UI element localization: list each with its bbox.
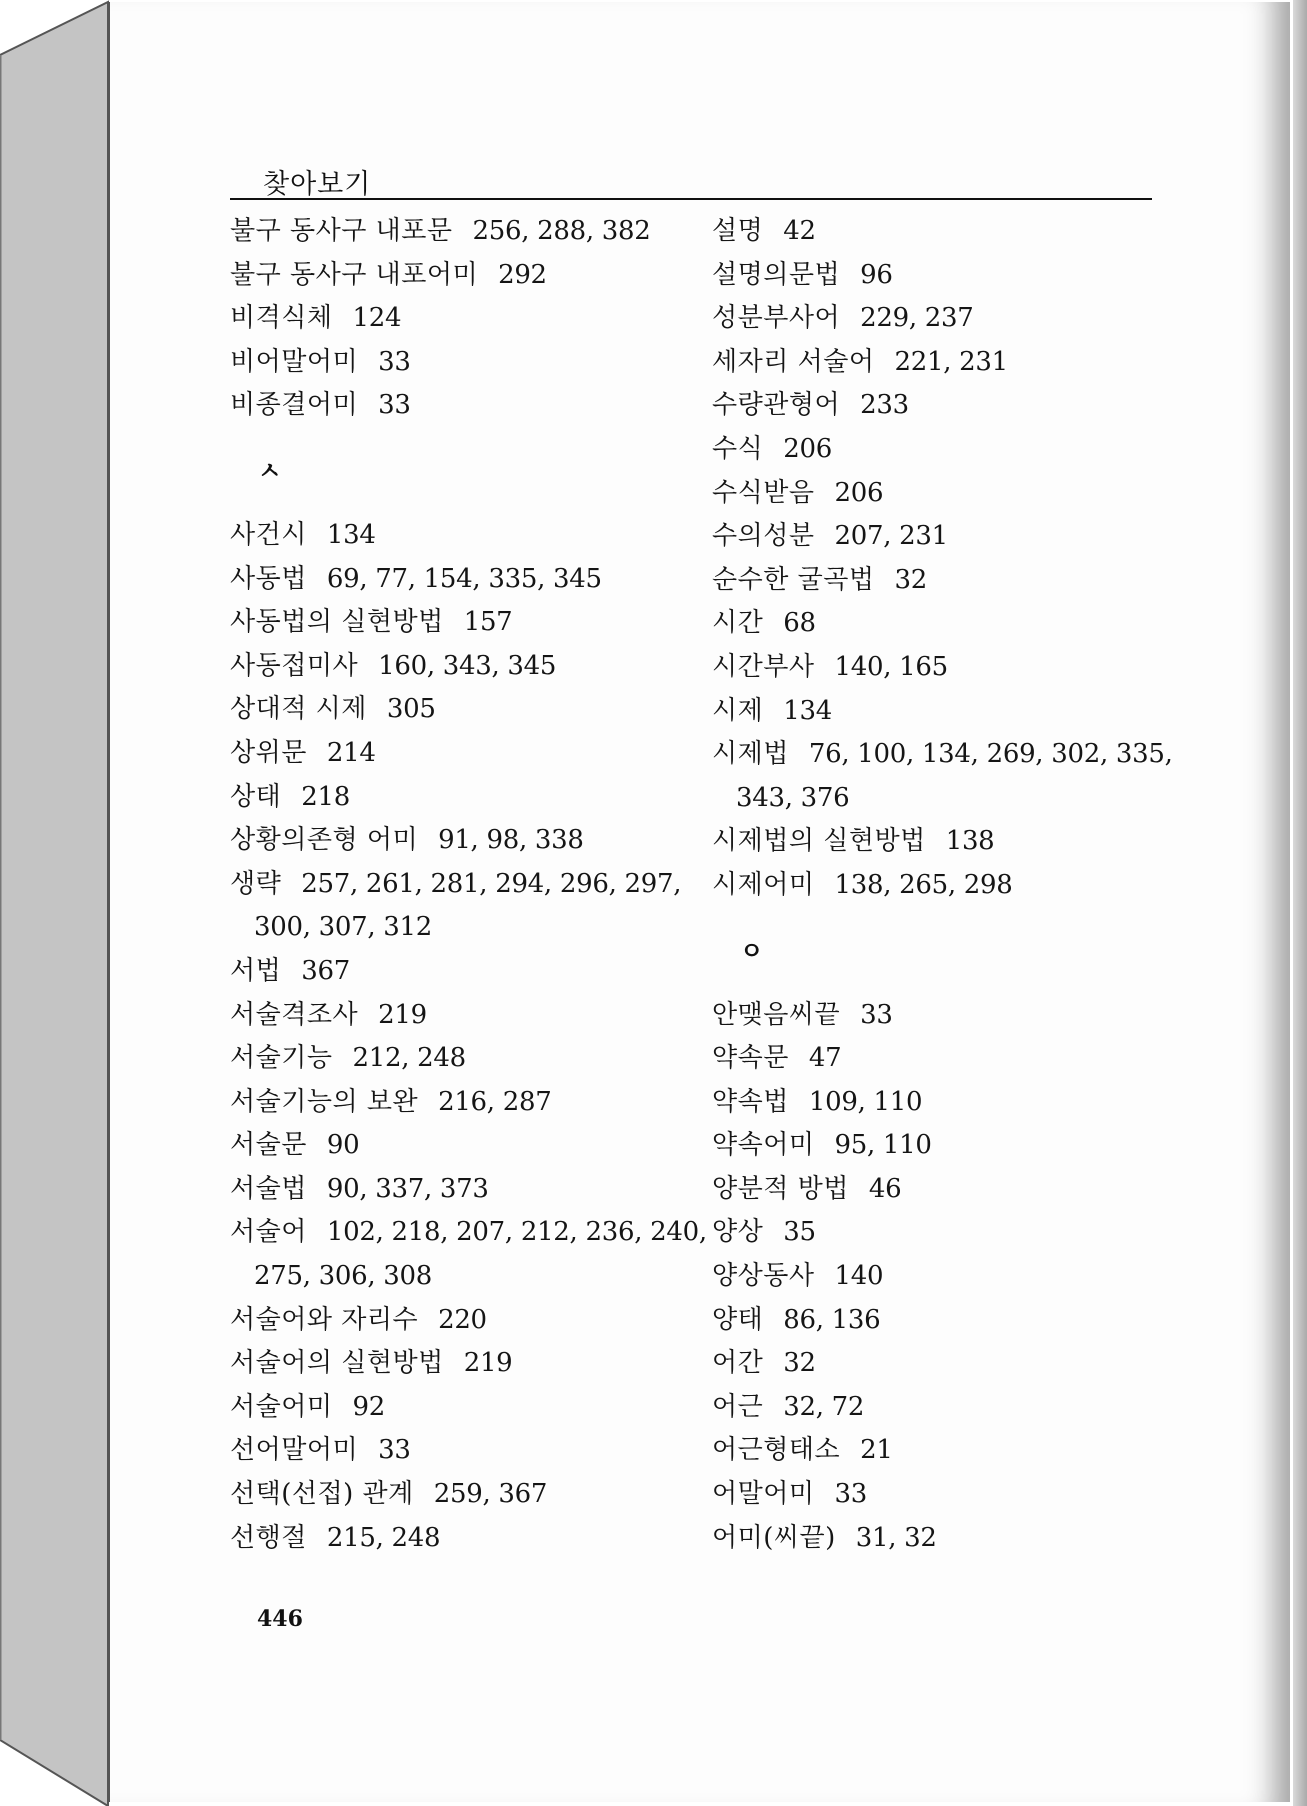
- entry-term: 설명: [712, 216, 764, 246]
- header-rule: [230, 198, 1152, 200]
- entry-pages: 32, 72: [783, 1391, 865, 1422]
- index-entry: [230, 645, 690, 689]
- entry-pages: 124: [352, 303, 402, 334]
- book-spine: [0, 0, 112, 1806]
- entry-term: 서술법: [230, 1173, 307, 1204]
- index-entry: [712, 1168, 1182, 1212]
- entry-pages: 214: [326, 737, 376, 768]
- entry-term: 시제법: [712, 739, 789, 770]
- entry-term: 양상동사: [712, 1261, 815, 1292]
- entry-term: 상대적 시제: [230, 694, 367, 725]
- entry-pages: 367: [301, 955, 350, 986]
- entry-pages: 215, 248: [326, 1522, 441, 1553]
- entry-pages: 229, 237: [860, 303, 974, 334]
- index-entry: [230, 732, 690, 776]
- index-entry: [712, 1473, 1182, 1517]
- index-entry: [712, 1037, 1182, 1081]
- entry-term: 상태: [230, 781, 282, 812]
- entry-pages: 216, 287: [438, 1086, 552, 1117]
- section-letter: ㅅ: [258, 455, 282, 485]
- index-entry-continuation: [712, 777, 1182, 821]
- index-entry: [230, 1517, 690, 1561]
- entry-term: 양상: [712, 1217, 764, 1248]
- entry-term: 시제법의 실현방법: [712, 826, 926, 857]
- entry-pages: 134: [326, 519, 376, 550]
- entry-term: 선어말어미: [230, 1435, 359, 1466]
- index-entry: [712, 428, 1182, 472]
- entry-pages: 140: [834, 1261, 884, 1292]
- entry-term: 성분부사어: [712, 303, 841, 334]
- index-entry: [712, 472, 1182, 516]
- entry-term: 서법: [230, 955, 282, 986]
- index-entry: [230, 1386, 690, 1430]
- entry-pages: 220: [438, 1304, 487, 1335]
- index-entry: [712, 341, 1182, 385]
- index-entry: [712, 515, 1182, 559]
- entry-term: 어근: [712, 1391, 764, 1422]
- index-entry: [230, 254, 690, 298]
- entry-pages: 32: [894, 564, 927, 595]
- index-entry: [230, 819, 690, 863]
- index-entry-continuation: [230, 906, 690, 950]
- index-entry-continuation: [230, 1255, 690, 1299]
- index-entry: [712, 733, 1182, 777]
- entry-pages: 300, 307, 312: [254, 912, 433, 943]
- index-entry: [230, 1342, 690, 1386]
- entry-term: 어간: [712, 1348, 764, 1379]
- entry-pages: 33: [378, 390, 411, 421]
- entry-term: 세자리 서술어: [712, 346, 875, 377]
- entry-pages: 233: [860, 390, 909, 421]
- index-entry: [712, 1342, 1182, 1386]
- entry-pages: 33: [378, 1435, 411, 1466]
- index-entry: [712, 254, 1182, 298]
- entry-term: 상위문: [230, 737, 307, 768]
- index-entry: [712, 1517, 1182, 1561]
- entry-term: 시간부사: [712, 651, 815, 682]
- index-entry: [712, 864, 1182, 908]
- index-entry: [230, 514, 690, 558]
- entry-term: 양분적 방법: [712, 1173, 849, 1204]
- entry-pages: 221, 231: [894, 346, 1008, 377]
- index-entry: [712, 994, 1182, 1038]
- entry-term: 서술문: [230, 1130, 307, 1161]
- index-entry: [712, 1429, 1182, 1473]
- index-entry: [712, 820, 1182, 864]
- index-entry: [230, 1429, 690, 1473]
- index-entry: [712, 690, 1182, 734]
- index-entry: [712, 646, 1182, 690]
- entry-term: 약속문: [712, 1043, 789, 1074]
- entry-pages: 160, 343, 345: [378, 650, 557, 681]
- index-entry: [230, 601, 690, 645]
- entry-pages: 275, 306, 308: [254, 1261, 433, 1292]
- entry-pages: 21: [860, 1435, 893, 1466]
- index-column-left: [230, 210, 707, 1560]
- entry-pages: 140, 165: [834, 651, 948, 682]
- entry-term: 서술격조사: [230, 999, 359, 1030]
- index-entry: [712, 1081, 1182, 1125]
- entry-term: 사동접미사: [230, 650, 359, 681]
- entry-pages: 257, 261, 281, 294, 296, 297,: [301, 868, 682, 899]
- index-entry: [230, 1124, 690, 1168]
- entry-term: 설명의문법: [712, 259, 841, 290]
- entry-pages: 33: [378, 346, 411, 377]
- entry-pages: 68: [783, 608, 816, 639]
- index-entry: [230, 1299, 690, 1343]
- entry-term: 수식: [712, 433, 764, 464]
- entry-term: 비어말어미: [230, 346, 359, 377]
- index-entry: [230, 297, 690, 341]
- entry-term: 상황의존형 어미: [230, 825, 419, 856]
- index-entry: [230, 558, 690, 602]
- entry-term: 시제어미: [712, 869, 815, 900]
- index-entry: [230, 1473, 690, 1517]
- entry-term: 어미(씨끝): [712, 1522, 836, 1553]
- entry-term: 시간: [712, 608, 764, 639]
- index-entry: [230, 1211, 707, 1255]
- index-entry: [712, 1386, 1182, 1430]
- entry-term: 서술기능: [230, 1043, 333, 1074]
- entry-term: 서술기능의 보완: [230, 1086, 419, 1117]
- running-head: 찾아보기: [263, 169, 372, 200]
- entry-term: 불구 동사구 내포어미: [230, 259, 479, 290]
- entry-pages: 69, 77, 154, 335, 345: [326, 563, 602, 594]
- index-entry: [712, 1124, 1182, 1168]
- entry-term: 생략: [230, 868, 282, 899]
- entry-term: 사건시: [230, 519, 307, 550]
- entry-term: 약속어미: [712, 1130, 815, 1161]
- entry-pages: 259, 367: [433, 1479, 548, 1510]
- entry-term: 양태: [712, 1304, 764, 1335]
- entry-pages: 46: [868, 1173, 902, 1204]
- entry-pages: 102, 218, 207, 212, 236, 240,: [326, 1217, 707, 1248]
- index-entry: [230, 341, 690, 385]
- index-entry: [230, 688, 690, 732]
- entry-term: 안맺음씨끝: [712, 999, 841, 1030]
- entry-pages: 33: [834, 1479, 867, 1510]
- entry-term: 수량관형어: [712, 390, 841, 421]
- index-entry: [230, 384, 690, 428]
- entry-pages: 206: [783, 433, 832, 464]
- entry-pages: 157: [463, 607, 513, 638]
- index-entry: [230, 863, 690, 907]
- entry-pages: 31, 32: [855, 1522, 937, 1553]
- entry-pages: 219: [463, 1348, 513, 1379]
- entry-term: 어근형태소: [712, 1435, 841, 1466]
- entry-pages: 138: [945, 826, 995, 857]
- entry-pages: 96: [860, 259, 893, 290]
- entry-pages: 42: [783, 216, 816, 246]
- index-entry: [230, 950, 690, 994]
- index-entry: [712, 384, 1182, 428]
- index-entry: [712, 602, 1182, 646]
- index-entry: [712, 1211, 1182, 1255]
- entry-pages: 32: [783, 1348, 816, 1379]
- entry-term: 수의성분: [712, 521, 815, 552]
- entry-pages: 109, 110: [808, 1086, 923, 1117]
- entry-term: 서술어: [230, 1217, 307, 1248]
- page-number: 446: [257, 1606, 303, 1632]
- entry-pages: 91, 98, 338: [438, 825, 584, 856]
- entry-pages: 212, 248: [352, 1043, 466, 1074]
- entry-term: 사동법: [230, 563, 307, 594]
- entry-term: 서술어의 실현방법: [230, 1348, 444, 1379]
- entry-pages: 35: [783, 1217, 816, 1248]
- entry-term: 비종결어미: [230, 390, 359, 421]
- entry-pages: 33: [860, 999, 893, 1030]
- index-entry: [712, 1255, 1182, 1299]
- entry-term: 불구 동사구 내포문: [230, 216, 453, 246]
- entry-pages: 76, 100, 134, 269, 302, 335,: [808, 739, 1173, 770]
- index-entry: [230, 994, 690, 1038]
- entry-term: 약속법: [712, 1086, 789, 1117]
- index-column-right: [712, 210, 1182, 1560]
- entry-term: 수식받음: [712, 477, 815, 508]
- entry-pages: 206: [834, 477, 884, 508]
- index-entry: [712, 210, 1182, 254]
- index-entry: [230, 1168, 690, 1212]
- entry-term: 순수한 굴곡법: [712, 564, 875, 595]
- entry-term: 시제: [712, 695, 764, 726]
- entry-pages: 219: [378, 999, 427, 1030]
- entry-term: 서술어와 자리수: [230, 1304, 419, 1335]
- entry-pages: 95, 110: [834, 1130, 932, 1161]
- entry-pages: 292: [498, 259, 547, 290]
- entry-term: 선택(선접) 관계: [230, 1479, 414, 1510]
- index-entry: [230, 776, 690, 820]
- entry-pages: 90: [326, 1130, 360, 1161]
- index-entry: [712, 297, 1182, 341]
- index-entry: [712, 1299, 1182, 1343]
- entry-pages: 134: [783, 695, 832, 726]
- entry-pages: 92: [352, 1391, 385, 1422]
- entry-pages: 90, 337, 373: [326, 1173, 489, 1204]
- index-entry: [230, 1037, 690, 1081]
- index-entry: [230, 210, 690, 254]
- page-edge: [1293, 0, 1307, 1806]
- entry-term: 비격식체: [230, 303, 333, 334]
- entry-term: 사동법의 실현방법: [230, 607, 444, 638]
- entry-pages: 256, 288, 382: [472, 216, 651, 246]
- entry-term: 선행절: [230, 1522, 307, 1553]
- index-entry: [230, 1081, 690, 1125]
- index-entry: [712, 559, 1182, 603]
- entry-pages: 138, 265, 298: [834, 869, 1013, 900]
- entry-pages: 47: [808, 1043, 842, 1074]
- entry-term: 어말어미: [712, 1479, 815, 1510]
- entry-pages: 86, 136: [783, 1304, 881, 1335]
- entry-pages: 305: [386, 694, 436, 725]
- entry-pages: 343, 376: [736, 782, 850, 813]
- entry-term: 서술어미: [230, 1391, 333, 1422]
- entry-pages: 207, 231: [834, 521, 948, 552]
- section-letter: ㅇ: [740, 935, 764, 965]
- entry-pages: 218: [301, 781, 350, 812]
